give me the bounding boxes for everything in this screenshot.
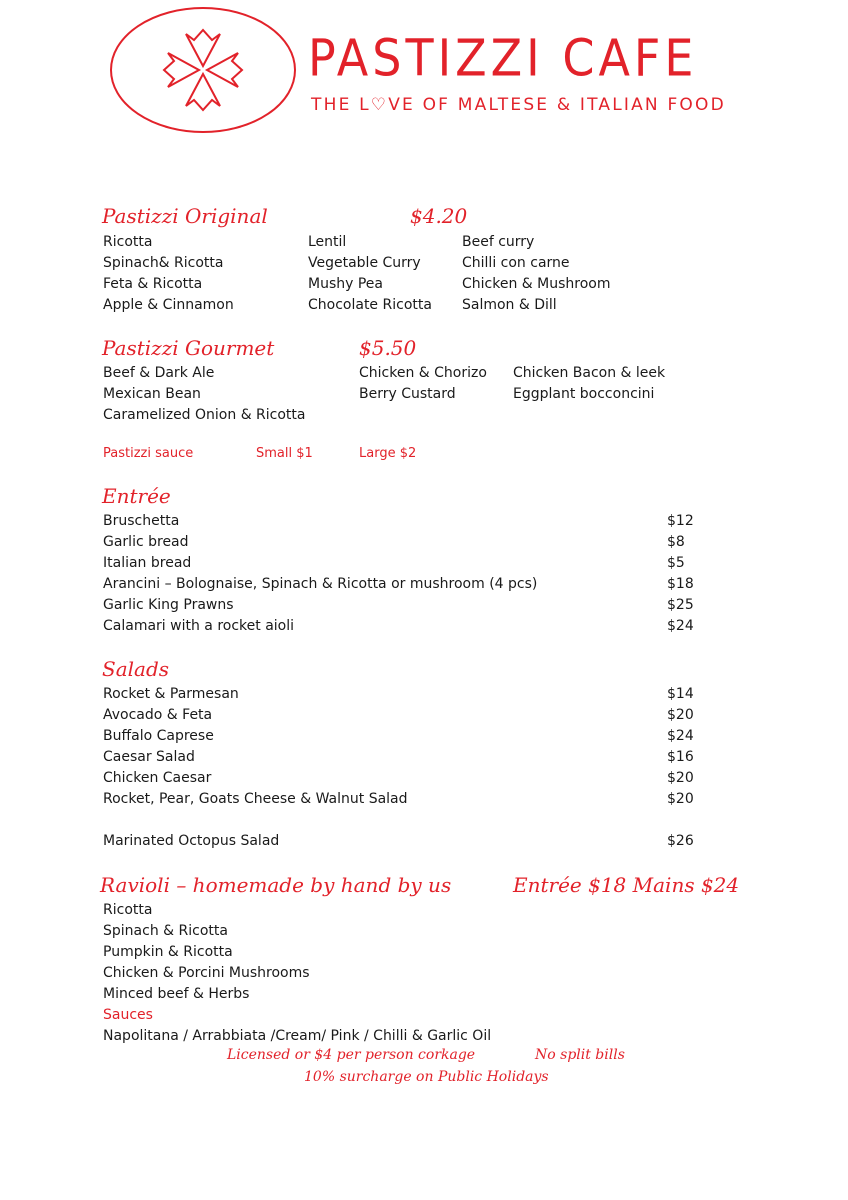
list-item (103, 532, 693, 553)
list-item: Chicken & Porcini Mushrooms (103, 965, 310, 981)
ravioli-list (103, 900, 491, 1047)
list-item (103, 595, 693, 616)
list-item (103, 574, 693, 595)
list-item (103, 768, 693, 789)
item-name: Caesar Salad (103, 749, 195, 765)
item-name: Buffalo Caprese (103, 728, 214, 744)
cafe-subtitle: THE L♡VE OF MALTESE & ITALIAN FOOD (311, 95, 726, 115)
item-name: Marinated Octopus Salad (103, 833, 280, 849)
item-name: Italian bread (103, 555, 192, 571)
sauce-large: Large $2 (359, 446, 417, 461)
list-item (103, 789, 693, 810)
item-price: $8 (667, 534, 685, 550)
list-item: Spinach& Ricotta (103, 255, 224, 271)
list-item: Minced beef & Herbs (103, 986, 250, 1002)
maltese-cross-icon (108, 4, 298, 136)
item-name: Rocket & Parmesan (103, 686, 239, 702)
list-item (103, 705, 693, 726)
gourmet-col1 (103, 363, 306, 426)
gourmet-title: Pastizzi Gourmet (102, 336, 275, 360)
cafe-title: PASTIZZI CAFE (308, 28, 698, 88)
list-item (103, 684, 693, 705)
list-item (103, 511, 693, 532)
item-price: $5 (667, 555, 685, 571)
list-item: Mexican Bean (103, 386, 201, 402)
item-price: $25 (667, 597, 694, 613)
corkage-note: Licensed or $4 per person corkage (227, 1047, 476, 1063)
original-price: $4.20 (410, 204, 468, 228)
item-price: $20 (667, 770, 694, 786)
item-price: $20 (667, 791, 694, 807)
list-item: Beef curry (462, 234, 535, 250)
original-col1 (103, 232, 234, 316)
sauces-list: Napolitana / Arrabbiata /Cream/ Pink / Chilli & Garlic Oil (103, 1028, 492, 1044)
item-price: $20 (667, 707, 694, 723)
item-name: Chicken Caesar (103, 770, 212, 786)
list-item: Eggplant bocconcini (513, 386, 655, 402)
list-item: Pumpkin & Ricotta (103, 944, 233, 960)
item-name: Garlic King Prawns (103, 597, 234, 613)
item-name: Bruschetta (103, 513, 180, 529)
list-item: Salmon & Dill (462, 297, 557, 313)
list-item: Vegetable Curry (308, 255, 421, 271)
entree-title: Entrée (102, 484, 171, 508)
item-price: $24 (667, 728, 694, 744)
list-item: Mushy Pea (308, 276, 383, 292)
sauce-label: Pastizzi sauce (103, 446, 194, 461)
list-item: Chilli con carne (462, 255, 570, 271)
list-item: Chicken & Mushroom (462, 276, 611, 292)
item-name: Arancini – Bolognaise, Spinach & Ricotta or mushroom (4 pcs) (103, 576, 538, 592)
item-name: Calamari with a rocket aioli (103, 618, 295, 634)
item-name: Rocket, Pear, Goats Cheese & Walnut Salad (103, 791, 408, 807)
list-item (103, 831, 693, 852)
list-item (103, 726, 693, 747)
list-item: Ricotta (103, 234, 153, 250)
item-name: Garlic bread (103, 534, 189, 550)
list-item: Lentil (308, 234, 347, 250)
salads-title: Salads (102, 657, 170, 681)
item-price: $26 (667, 833, 694, 849)
list-item: Spinach & Ricotta (103, 923, 228, 939)
surcharge-note: 10% surcharge on Public Holidays (304, 1069, 549, 1085)
sauce-small: Small $1 (256, 446, 313, 461)
gourmet-col2 (359, 363, 487, 405)
item-price: $24 (667, 618, 694, 634)
ravioli-title: Ravioli – homemade by hand by us (100, 873, 452, 897)
gourmet-price: $5.50 (359, 336, 417, 360)
list-item: Chicken Bacon & leek (513, 365, 666, 381)
list-item: Ricotta (103, 902, 153, 918)
list-item: Beef & Dark Ale (103, 365, 215, 381)
list-item (103, 747, 693, 768)
original-title: Pastizzi Original (102, 204, 268, 228)
item-price: $16 (667, 749, 694, 765)
logo (108, 4, 298, 136)
original-col3 (462, 232, 610, 316)
item-name: Avocado & Feta (103, 707, 213, 723)
original-col2 (308, 232, 432, 316)
list-item: Berry Custard (359, 386, 456, 402)
list-item: Apple & Cinnamon (103, 297, 234, 313)
list-item: Chicken & Chorizo (359, 365, 487, 381)
item-price: $18 (667, 576, 694, 592)
list-item (103, 553, 693, 574)
split-bills-note: No split bills (535, 1047, 625, 1063)
ravioli-price: Entrée $18 Mains $24 (513, 873, 740, 897)
gourmet-col3 (513, 363, 665, 405)
list-item: Chocolate Ricotta (308, 297, 432, 313)
list-item: Feta & Ricotta (103, 276, 203, 292)
item-price: $14 (667, 686, 694, 702)
list-item: Caramelized Onion & Ricotta (103, 407, 306, 423)
list-item (103, 616, 693, 637)
item-price: $12 (667, 513, 694, 529)
sauces-label: Sauces (103, 1007, 153, 1023)
